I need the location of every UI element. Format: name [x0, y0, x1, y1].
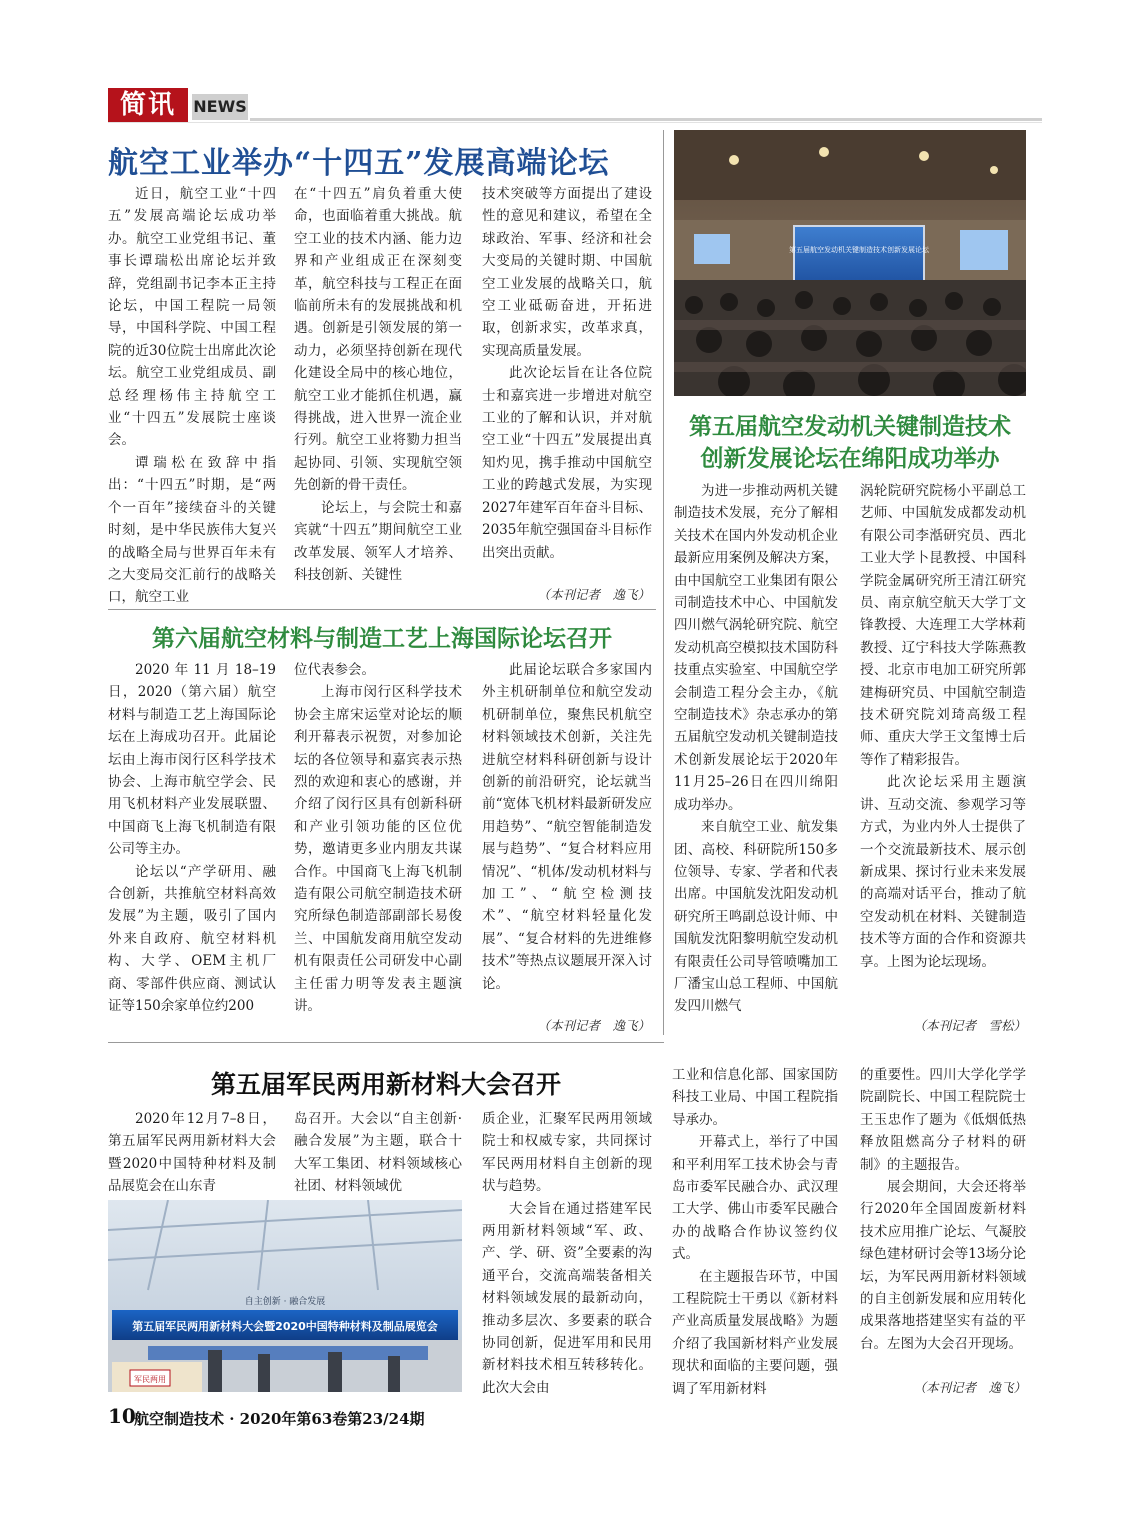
banner-slogan: 自主创新 · 融合发展 [244, 1297, 326, 1307]
article3-column-1 [108, 659, 276, 1039]
article2-title-line2: 创新发展论坛在绵阳成功举办 [700, 445, 1000, 472]
article1-col2-para: 论坛上，与会院士和嘉宾就“十四五”期间航空工业改革发展、领军人才培养、科技创新、关键性 [294, 499, 462, 583]
article4-col4-para: 工业和信息化部、国家国防科技工业局、中国工程院指导承办。 [672, 1067, 838, 1128]
article1-col3-para: 技术突破等方面提出了建设性的意见和建议，希望在全球政治、军事、经济和社会大变局的关键时期、中国航空工业发展的战略关口，航空工业砥砺奋进，开拓进取，创新求实，改革求真，实现高质量发展。 [482, 186, 652, 359]
page-number: 10 [108, 1404, 136, 1428]
article4-column-2 [294, 1108, 462, 1200]
article4-col5-para: 展会期间，大会还将举行2020年全国固废新材料技术应用推广论坛、气凝胶绿色建材研讨会等13场分论坛，为军民两用新材料领域的自主创新发展和应用转化成果落地搭建坚实有益的平台。左图为大会召开现场。 [860, 1179, 1026, 1352]
section-label-jianxun: 简讯 [108, 88, 188, 122]
article2-column-1 [674, 480, 838, 1036]
header-rule-thin [108, 122, 1042, 123]
article1-col1-para: 谭瑞松在致辞中指出：“十四五”时期，是“两个一百年”接续奋斗的关键时刻，是中华民族伟大复兴的战略全局与世界百年未有之大变局交汇前行的战略关口，航空工业 [108, 454, 276, 606]
article4-column-5 [860, 1064, 1026, 1378]
article4-col1-para: 2020年12月7–8日，第五届军民两用新材料大会暨2020中国特种材料及制品展览会在山东青 [108, 1111, 276, 1195]
article4-column-3 [482, 1108, 652, 1398]
article3-title: 第六届航空材料与制造工艺上海国际论坛召开 [152, 625, 612, 652]
article4-col3-para: 质企业，汇聚军民两用领域院士和权威专家，共同探讨军民两用材料自主创新的现状与趋势。 [482, 1111, 652, 1195]
article2-col2-para: 涡轮院研究院杨小平副总工艺师、中国航发成都发动机有限公司李湉研究员、西北工业大学卜昆教授、中国科学院金属研究所王清江研究员、南京航空航天大学丁文锋教授、大连理工大学林莉教授、辽宁科技大学陈燕教授、北京市电加工研究所郭建梅研究员、中国航空制造技术研究院刘琦高级工程师、重庆大学王文玺博士后等作了精彩报告。 [860, 483, 1026, 768]
screen-text: 第五届航空发动机关键制造技术创新发展论坛 [789, 246, 929, 254]
article2-title-line1: 第五届航空发动机关键制造技术 [689, 413, 1011, 440]
section-label-news: NEWS [192, 94, 248, 120]
article2-col1-para: 来自航空工业、航发集团、高校、科研院所150多位领导、专家、学者和代表出席。中国航发沈阳发动机研究所王鸣副总设计师、中国航发沈阳黎明航空发动机有限责任公司导管喷嘴加工厂潘宝山总工程师、中国航发四川燃气 [674, 819, 838, 1015]
article4-column-1 [108, 1108, 276, 1200]
article4-col3-para: 大会旨在通过搭建军民两用新材料领域“军、政、产、学、研、资”全要素的沟通平台，交流高端装备相关材料领域发展的最新动向，推动多层次、多要素的联合协同创新，促进军用和民用新材料技术相互转移转化。此次大会由 [482, 1200, 652, 1396]
article2-column-2 [860, 480, 1026, 1012]
article4-col4-para: 在主题报告环节，中国工程院院士干勇以《新材料产业高质量发展战略》为题介绍了我国新材料产业发展现状和面临的主要问题，强调了军用新材料 [672, 1268, 838, 1397]
article1-column-2 [294, 183, 462, 607]
article1-column-3 [482, 183, 652, 583]
article1-col2-para: 在“十四五”肩负着重大使命，也面临着重大挑战。航空工业的技术内涵、能力边界和产业组成正在深刻变革，航空科技与工程正在面临前所未有的发展挑战和机遇。创新是引领发展的第一动力，必须坚持创新在现代化建设全局中的核心地位，航空工业才能抓住机遇，赢得挑战，进入世界一流企业行列。航空工业将勠力担当起协同、引领、实现航空领先创新的骨干责任。 [294, 186, 462, 494]
article1-col3-para: 此次论坛旨在让各位院士和嘉宾进一步增进对航空工业的了解和认识，并对航空工业“十四五”发展提出真知灼见，携手推动中国航空工业的跨越式发展，为实现2027年建军百年奋斗目标、2035年航空强国奋斗目标作出突出贡献。 [482, 365, 652, 561]
article3-col1-para: 论坛以“产学研用、融合创新，共推航空材料高效发展”为主题，吸引了国内外来自政府、航空材料机构、大学、OEM主机厂商、零部件供应商、测试认证等150余家单位约200 [108, 863, 276, 1015]
article4-credit: （本刊记者 逸飞） [913, 1380, 1026, 1395]
article4-column-4 [672, 1064, 838, 1398]
article3-credit: （本刊记者 逸飞） [537, 1018, 650, 1033]
article3-col2-para: 上海市闵行区科学技术协会主席宋运堂对论坛的顺利开幕表示祝贺，对参加论坛的各位领导和嘉宾表示热烈的欢迎和衷心的感谢，并介绍了闵行区具有创新科研和产业引领功能的区位优势，邀请更多业内朋友共谋合作。中国商飞上海飞机制造有限公司航空制造技术研究所绿色制造部副部长易俊兰、中国航发商用航空发动机有限责任公司研发中心副主任雷力明等发表主题演讲。 [294, 684, 462, 1015]
article3-column-3 [482, 659, 652, 1013]
article3-bottom-rule [108, 1042, 664, 1043]
article1-column-1 [108, 183, 276, 607]
article4-col4-para: 开幕式上，举行了中国和平利用军工技术协会与青岛市委军民融合办、武汉理工大学、佛山市委军民融合办的战略合作协议签约仪式。 [672, 1134, 838, 1263]
banner-text: 第五届军民两用新材料大会暨2020中国特种材料及制品展览会 [132, 1320, 438, 1333]
exhibition-photo [108, 1200, 462, 1392]
article4-title: 第五届军民两用新材料大会召开 [210, 1070, 561, 1099]
article1-bottom-rule [108, 609, 656, 610]
column-separator [663, 130, 664, 1035]
article3-col3-para: 此届论坛联合多家国内外主机研制单位和航空发动机研制单位，聚焦民机航空材料领域技术创新，关注先进航空材料科研创新与设计创新的前沿研究，论坛就当前“宽体飞机材料最新研发应用趋势”、“航空智能制造发展与趋势”、“复合材料应用情况”、“机体/发动机材料与加工”、“航空检测技术”、“航空材料轻量化发展”、“复合材料的先进维修技术”等热点议题展开深入讨论。 [482, 662, 652, 992]
article3-column-2 [294, 659, 462, 1039]
article3-col1-para: 2020年11月18–19日，2020（第六届）航空材料与制造工艺上海国际论坛在上海成功召开。此届论坛由上海市闵行区科学技术协会、上海市航空学会、民用飞机材料产业发展联盟、中国商飞上海飞机制造有限公司等主办。 [108, 662, 276, 858]
article4-col2-para: 岛召开。大会以“自主创新·融合发展”为主题，联合十大军工集团、材料领域核心社团、材料领域优 [294, 1111, 462, 1195]
article4-col5-para: 的重要性。四川大学化学学院副院长、中国工程院院士王玉忠作了题为《低烟低热释放阻燃高分子材料的研制》的主题报告。 [860, 1067, 1026, 1173]
conference-hall-photo [674, 130, 1026, 396]
article3-col2-para: 位代表参会。 [294, 662, 375, 678]
article1-title: 航空工业举办“十四五”发展高端论坛 [108, 146, 610, 181]
header-rule [250, 118, 1042, 121]
article1-col1-para: 近日，航空工业“十四五”发展高端论坛成功举办。航空工业党组书记、董事长谭瑞松出席论坛并致辞，党组副书记李本正主持论坛，中国工程院一局领导，中国科学院、中国工程院的近30位院士出席此次论坛。航空工业党组成员、副总经理杨伟主持航空工业“十四五”发展院士座谈会。 [108, 186, 276, 449]
article2-credit: （本刊记者 雪松） [913, 1018, 1026, 1033]
article2-col1-para: 为进一步推动两机关键制造技术发展，充分了解相关技术在国内外发动机企业最新应用案例及解决方案，由中国航空工业集团有限公司制造技术中心、中国航发四川燃气涡轮研究院、航空发动机高空模拟技术国防科技重点实验室、中国航空学会制造工程分会主办，《航空制造技术》杂志承办的第五届航空发动机关键制造技术创新发展论坛于2020年11月25–26日在四川绵阳成功举办。 [674, 483, 838, 813]
article1-credit: （本刊记者 逸飞） [537, 587, 650, 602]
article2-col2-para: 此次论坛采用主题演讲、互动交流、参观学习等方式，为业内外人士提供了一个交流最新技术、展示创新成果、探讨行业未来发展的高端对话平台，推动了航空发动机在材料、关键制造技术等方面的合作和资源共享。上图为论坛现场。 [860, 774, 1026, 970]
journal-footer: 航空制造技术 · 2020年第63卷第23/24期 [134, 1410, 425, 1428]
desk-sign: 军民两用 [134, 1375, 166, 1384]
